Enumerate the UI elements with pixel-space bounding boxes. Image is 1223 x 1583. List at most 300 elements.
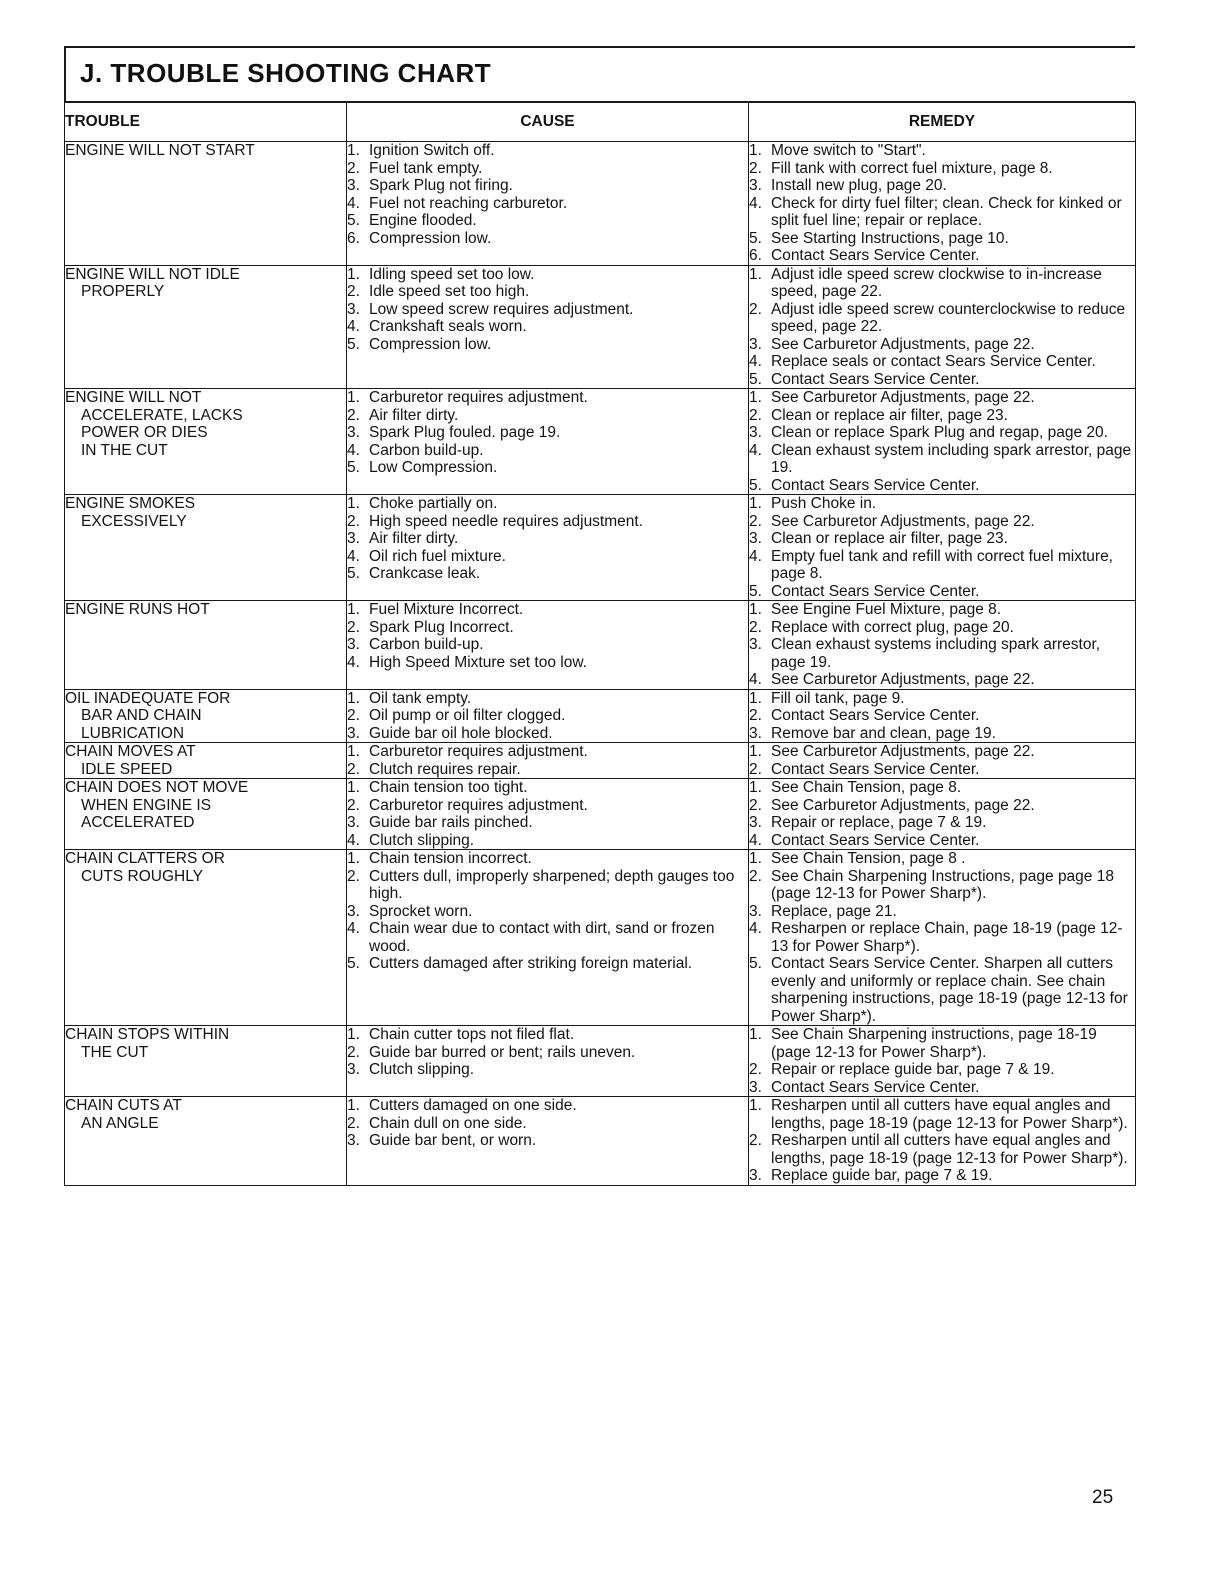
trouble-text: CHAIN STOPS WITHIN [65, 1026, 230, 1043]
cause-item [347, 283, 748, 301]
item-number: 5. [749, 229, 762, 247]
item-number: 2. [347, 618, 360, 636]
cause-cell [347, 142, 749, 266]
remedy-cell [749, 265, 1136, 389]
item-number: 2. [749, 512, 762, 530]
item-number: 3. [347, 902, 360, 920]
item-text: Clean exhaust systems including spark arrestor, page 19. [771, 636, 1101, 671]
remedy-item [749, 1097, 1135, 1132]
item-text: Compression low. [369, 229, 492, 247]
remedy-item [749, 761, 1135, 779]
item-text: Repair or replace, page 7 & 19. [771, 814, 987, 831]
cause-item [347, 1132, 748, 1150]
remedy-item [749, 920, 1135, 955]
item-number: 1. [749, 601, 762, 618]
item-text: Carbon build-up. [369, 441, 484, 459]
cause-item [347, 725, 748, 743]
item-number: 3. [347, 1061, 360, 1078]
remedy-item [749, 868, 1135, 903]
cause-item [347, 920, 748, 955]
cause-item [347, 955, 748, 973]
remedy-item [749, 177, 1135, 195]
remedy-cell [749, 389, 1136, 495]
item-number: 5. [749, 582, 762, 600]
item-text: Crankshaft seals worn. [369, 318, 527, 335]
remedy-item [749, 779, 1135, 797]
item-number: 6. [347, 229, 360, 247]
remedy-item [749, 707, 1135, 725]
item-text: Oil rich fuel mixture. [369, 547, 506, 565]
trouble-text: WHEN ENGINE IS [81, 796, 212, 814]
item-text: See Carburetor Adjustments, page 22. [771, 743, 1035, 760]
remedy-item [749, 1132, 1135, 1167]
remedy-item [749, 266, 1135, 301]
trouble-text: PROPERLY [81, 283, 165, 300]
item-text: Replace seals or contact Sears Service Center. [771, 353, 1096, 370]
item-text: Idling speed set too low. [369, 265, 535, 283]
trouble-text: BAR AND CHAIN [81, 707, 202, 724]
item-text: Repair or replace guide bar, page 7 & 19. [771, 1061, 1055, 1078]
table-row [65, 779, 1136, 850]
item-text: Spark Plug not firing. [369, 177, 513, 194]
remedy-item [749, 424, 1135, 442]
remedy-item [749, 636, 1135, 671]
item-number: 4. [347, 194, 360, 212]
remedy-cell [749, 689, 1136, 743]
item-text: Cutters damaged on one side. [369, 1097, 577, 1114]
cause-item [347, 1061, 748, 1079]
table-row [65, 850, 1136, 1026]
item-text: See Carburetor Adjustments, page 22. [771, 389, 1035, 406]
item-text: Engine flooded. [369, 212, 477, 229]
item-number: 2. [347, 707, 360, 724]
item-number: 4. [749, 920, 762, 937]
cause-item [347, 743, 748, 761]
item-number: 6. [749, 247, 762, 264]
cause-item [347, 690, 748, 708]
item-text: Carburetor requires adjustment. [369, 389, 588, 406]
remedy-item [749, 832, 1135, 850]
remedy-item [749, 247, 1135, 265]
cause-cell [347, 1097, 749, 1186]
item-text: Fuel not reaching carburetor. [369, 194, 568, 212]
item-number: 1. [749, 265, 762, 283]
item-number: 4. [749, 441, 762, 459]
cause-item [347, 654, 748, 672]
item-number: 4. [749, 671, 762, 688]
item-text: Choke partially on. [369, 495, 498, 512]
cause-item [347, 442, 748, 460]
item-text: See Carburetor Adjustments, page 22. [771, 512, 1035, 530]
remedy-item [749, 548, 1135, 583]
cause-cell [347, 689, 749, 743]
item-number: 3. [347, 636, 360, 653]
item-number: 4. [347, 318, 360, 335]
table-row [65, 689, 1136, 743]
item-text: Low Compression. [369, 459, 498, 476]
item-text: Guide bar bent, or worn. [369, 1132, 537, 1149]
remedy-item [749, 1167, 1135, 1185]
item-number: 1. [347, 495, 360, 512]
item-text: See Starting Instructions, page 10. [771, 229, 1009, 247]
trouble-cell [65, 1097, 347, 1186]
item-text: See Carburetor Adjustments, page 22. [771, 796, 1035, 814]
item-number: 1. [749, 389, 762, 406]
item-text: Contact Sears Service Center. [771, 707, 980, 724]
trouble-cell [65, 389, 347, 495]
item-number: 4. [347, 920, 360, 937]
item-number: 1. [749, 743, 762, 760]
item-number: 1. [749, 1097, 762, 1114]
item-number: 4. [347, 831, 360, 849]
remedy-item [749, 1079, 1135, 1097]
item-text: Fill tank with correct fuel mixture, page 8. [771, 159, 1053, 177]
remedy-item [749, 530, 1135, 548]
table-row [65, 1097, 1136, 1186]
cause-item [347, 601, 748, 619]
remedy-item [749, 743, 1135, 761]
item-text: Oil tank empty. [369, 689, 472, 707]
item-text: Carburetor requires adjustment. [369, 796, 588, 814]
item-number: 3. [749, 1078, 762, 1096]
item-text: Contact Sears Service Center. [771, 1078, 980, 1096]
item-number: 3. [749, 530, 762, 547]
item-text: Spark Plug fouled. page 19. [369, 424, 561, 441]
remedy-item [749, 513, 1135, 531]
item-number: 1. [749, 779, 762, 796]
item-number: 1. [749, 142, 762, 159]
cause-item [347, 266, 748, 284]
item-number: 4. [347, 547, 360, 565]
remedy-item [749, 195, 1135, 230]
item-text: Move switch to "Start". [771, 142, 926, 159]
remedy-item [749, 407, 1135, 425]
cause-item [347, 212, 748, 230]
item-number: 5. [749, 370, 762, 388]
item-text: Contact Sears Service Center. [771, 247, 980, 264]
item-number: 2. [749, 618, 762, 636]
item-text: Fill oil tank, page 9. [771, 689, 905, 707]
remedy-item [749, 371, 1135, 389]
trouble-text: CHAIN CLATTERS OR [65, 850, 225, 867]
item-number: 2. [347, 406, 360, 424]
item-number: 5. [347, 335, 360, 353]
item-number: 1. [347, 142, 360, 159]
table-row [65, 389, 1136, 495]
cause-item [347, 513, 748, 531]
item-number: 2. [347, 1043, 360, 1061]
remedy-item [749, 601, 1135, 619]
table-header-row [65, 103, 1136, 142]
item-number: 3. [749, 424, 762, 441]
trouble-text: ENGINE SMOKES [65, 495, 196, 512]
table-row [65, 1026, 1136, 1097]
item-number: 1. [347, 1097, 360, 1114]
table-row [65, 743, 1136, 779]
item-text: Contact Sears Service Center. [771, 476, 980, 494]
page-number: 25 [1092, 1487, 1114, 1508]
table-row [65, 265, 1136, 389]
item-text: See Carburetor Adjustments, page 22. [771, 335, 1035, 353]
cause-cell [347, 265, 749, 389]
remedy-cell [749, 743, 1136, 779]
trouble-text: ENGINE WILL NOT [65, 389, 202, 406]
item-number: 1. [347, 389, 360, 406]
item-number: 1. [347, 850, 360, 867]
item-text: Guide bar rails pinched. [369, 814, 533, 831]
item-text: Air filter dirty. [369, 530, 459, 547]
trouble-cell [65, 689, 347, 743]
item-text: Guide bar oil hole blocked. [369, 724, 553, 742]
item-text: Low speed screw requires adjustment. [369, 300, 634, 318]
trouble-text: CHAIN CUTS AT [65, 1097, 182, 1114]
page-title: J. TROUBLE SHOOTING CHART [80, 58, 492, 88]
item-number: 2. [749, 796, 762, 814]
table-row [65, 495, 1136, 601]
cause-cell [347, 1026, 749, 1097]
item-number: 3. [347, 530, 360, 547]
remedy-item [749, 160, 1135, 178]
item-text: Replace, page 21. [771, 902, 897, 920]
trouble-cell [65, 142, 347, 266]
remedy-item [749, 903, 1135, 921]
item-text: Push Choke in. [771, 495, 877, 512]
item-text: Compression low. [369, 335, 492, 353]
item-number: 1. [347, 265, 360, 283]
item-text: Contact Sears Service Center. [771, 831, 980, 849]
item-number: 5. [749, 476, 762, 494]
trouble-text: ENGINE WILL NOT START [65, 142, 255, 159]
trouble-text: EXCESSIVELY [81, 512, 187, 530]
trouble-text: CHAIN DOES NOT MOVE [65, 779, 249, 796]
item-text: Replace with correct plug, page 20. [771, 618, 1014, 636]
item-number: 2. [347, 1114, 360, 1132]
item-text: Contact Sears Service Center. [771, 582, 980, 600]
remedy-cell [749, 601, 1136, 690]
cause-cell [347, 850, 749, 1026]
remedy-item [749, 1026, 1135, 1061]
item-number: 1. [347, 689, 360, 707]
item-text: Crankcase leak. [369, 565, 481, 582]
item-text: See Engine Fuel Mixture, page 8. [771, 601, 1002, 618]
item-text: Contact Sears Service Center. Sharpen all cutters evenly and uniformly or replace chain. See chain sharpening instructions, page 18-19 (page 12-13 for Power Sharp*). [771, 955, 1128, 1025]
remedy-item [749, 230, 1135, 248]
item-number: 3. [347, 1132, 360, 1149]
item-text: Chain cutter tops not filed flat. [369, 1026, 575, 1043]
item-number: 3. [749, 724, 762, 742]
remedy-item [749, 814, 1135, 832]
item-number: 1. [347, 1026, 360, 1043]
item-text: Clean exhaust system including spark arrestor, page 19. [771, 441, 1132, 476]
item-text: Chain tension incorrect. [369, 850, 532, 867]
item-number: 4. [749, 194, 762, 212]
header-remedy: REMEDY [749, 103, 1136, 142]
item-text: Clutch requires repair. [369, 760, 521, 778]
table-row [65, 601, 1136, 690]
cause-item [347, 459, 748, 477]
trouble-cell [65, 1026, 347, 1097]
trouble-cell [65, 743, 347, 779]
remedy-item [749, 583, 1135, 601]
item-number: 2. [749, 1061, 762, 1078]
cause-item [347, 318, 748, 336]
remedy-cell [749, 142, 1136, 266]
item-number: 2. [347, 867, 360, 885]
remedy-item [749, 477, 1135, 495]
cause-item [347, 424, 748, 442]
cause-item [347, 707, 748, 725]
remedy-cell [749, 779, 1136, 850]
header-cause: CAUSE [347, 103, 749, 142]
trouble-text: POWER OR DIES [81, 424, 208, 441]
item-text: Sprocket worn. [369, 902, 473, 920]
cause-item [347, 832, 748, 850]
item-text: Clean or replace Spark Plug and regap, page 20. [771, 424, 1108, 441]
trouble-text: AN ANGLE [81, 1114, 159, 1132]
cause-item [347, 1026, 748, 1044]
remedy-item [749, 850, 1135, 868]
cause-item [347, 1044, 748, 1062]
cause-cell [347, 779, 749, 850]
item-number: 4. [749, 831, 762, 849]
remedy-item [749, 389, 1135, 407]
cause-item [347, 336, 748, 354]
item-number: 3. [749, 177, 762, 194]
cause-item [347, 636, 748, 654]
trouble-cell [65, 265, 347, 389]
trouble-text: THE CUT [81, 1043, 149, 1061]
cause-item [347, 619, 748, 637]
trouble-text: ACCELERATED [81, 814, 195, 831]
item-text: Fuel Mixture Incorrect. [369, 601, 524, 618]
item-text: See Chain Sharpening instructions, page 18-19 (page 12-13 for Power Sharp*). [771, 1026, 1097, 1061]
item-number: 2. [749, 760, 762, 778]
trouble-cell [65, 850, 347, 1026]
remedy-cell [749, 495, 1136, 601]
cause-item [347, 495, 748, 513]
item-number: 1. [749, 1026, 762, 1043]
item-text: Carburetor requires adjustment. [369, 743, 588, 760]
remedy-item [749, 619, 1135, 637]
cause-item [347, 301, 748, 319]
item-number: 1. [347, 779, 360, 796]
trouble-text: CUTS ROUGHLY [81, 867, 204, 885]
item-number: 4. [749, 547, 762, 565]
cause-item [347, 530, 748, 548]
item-number: 3. [347, 177, 360, 194]
item-number: 5. [749, 955, 762, 972]
item-text: Remove bar and clean, page 19. [771, 724, 996, 742]
item-text: Guide bar burred or bent; rails uneven. [369, 1043, 636, 1061]
trouble-text: ENGINE WILL NOT IDLE [65, 265, 240, 283]
item-text: Clutch slipping. [369, 1061, 475, 1078]
remedy-item [749, 725, 1135, 743]
trouble-text: CHAIN MOVES AT [65, 743, 196, 760]
remedy-item [749, 690, 1135, 708]
item-text: Resharpen until all cutters have equal angles and lengths, page 18-19 (page 12-13 for Power Sharp*). [771, 1132, 1128, 1167]
item-text: Empty fuel tank and refill with correct fuel mixture, page 8. [771, 547, 1113, 582]
cause-item [347, 850, 748, 868]
item-text: See Carburetor Adjustments, page 22. [771, 671, 1035, 688]
cause-cell [347, 495, 749, 601]
item-number: 2. [749, 707, 762, 724]
cause-item [347, 177, 748, 195]
item-text: See Chain Tension, page 8 . [771, 850, 966, 867]
item-text: Resharpen or replace Chain, page 18-19 (page 12-13 for Power Sharp*). [771, 920, 1123, 955]
item-text: Cutters dull, improperly sharpened; depth gauges too high. [369, 867, 735, 902]
trouble-text: ACCELERATE, LACKS [81, 406, 243, 424]
item-number: 1. [347, 601, 360, 618]
item-text: Carbon build-up. [369, 636, 484, 653]
cause-item [347, 565, 748, 583]
item-number: 2. [749, 159, 762, 177]
cause-item [347, 797, 748, 815]
item-text: High speed needle requires adjustment. [369, 512, 644, 530]
item-text: Adjust idle speed screw clockwise to in-increase speed, page 22. [771, 265, 1102, 300]
remedy-cell [749, 1026, 1136, 1097]
trouble-text: LUBRICATION [81, 724, 185, 742]
remedy-item [749, 353, 1135, 371]
item-text: Check for dirty fuel filter; clean. Check for kinked or split fuel line; repair or replace. [771, 194, 1122, 229]
item-text: Chain tension too tight. [369, 779, 528, 796]
remedy-item [749, 797, 1135, 815]
item-text: Oil pump or oil filter clogged. [369, 707, 566, 724]
trouble-text: IDLE SPEED [81, 760, 173, 778]
item-text: Idle speed set too high. [369, 283, 530, 300]
item-number: 2. [749, 406, 762, 424]
remedy-item [749, 336, 1135, 354]
item-number: 3. [749, 902, 762, 920]
item-number: 2. [347, 159, 360, 177]
item-number: 5. [347, 212, 360, 229]
cause-cell [347, 601, 749, 690]
item-number: 2. [347, 512, 360, 530]
cause-cell [347, 743, 749, 779]
trouble-cell [65, 495, 347, 601]
item-number: 2. [347, 283, 360, 300]
cause-item [347, 160, 748, 178]
item-number: 5. [347, 459, 360, 476]
remedy-item [749, 301, 1135, 336]
remedy-item [749, 955, 1135, 1025]
cause-item [347, 407, 748, 425]
item-number: 2. [749, 867, 762, 885]
item-text: Clutch slipping. [369, 831, 475, 849]
header-trouble: TROUBLE [65, 103, 347, 142]
cause-cell [347, 389, 749, 495]
item-text: Resharpen until all cutters have equal angles and lengths, page 18-19 (page 12-13 for Power Sharp*). [771, 1097, 1128, 1132]
item-text: Spark Plug Incorrect. [369, 618, 514, 636]
remedy-item [749, 671, 1135, 689]
item-text: Ignition Switch off. [369, 142, 495, 159]
item-number: 1. [749, 495, 762, 512]
item-number: 1. [749, 689, 762, 707]
item-number: 3. [347, 724, 360, 742]
item-text: Install new plug, page 20. [771, 177, 947, 194]
item-number: 4. [749, 353, 762, 370]
cause-item [347, 389, 748, 407]
item-number: 3. [749, 1167, 762, 1184]
trouble-text: ENGINE RUNS HOT [65, 601, 210, 618]
item-text: Replace guide bar, page 7 & 19. [771, 1167, 993, 1184]
cause-item [347, 761, 748, 779]
cause-item [347, 1115, 748, 1133]
trouble-cell [65, 601, 347, 690]
item-number: 1. [749, 850, 762, 867]
item-number: 2. [749, 300, 762, 318]
item-number: 5. [347, 565, 360, 582]
item-number: 3. [347, 300, 360, 318]
